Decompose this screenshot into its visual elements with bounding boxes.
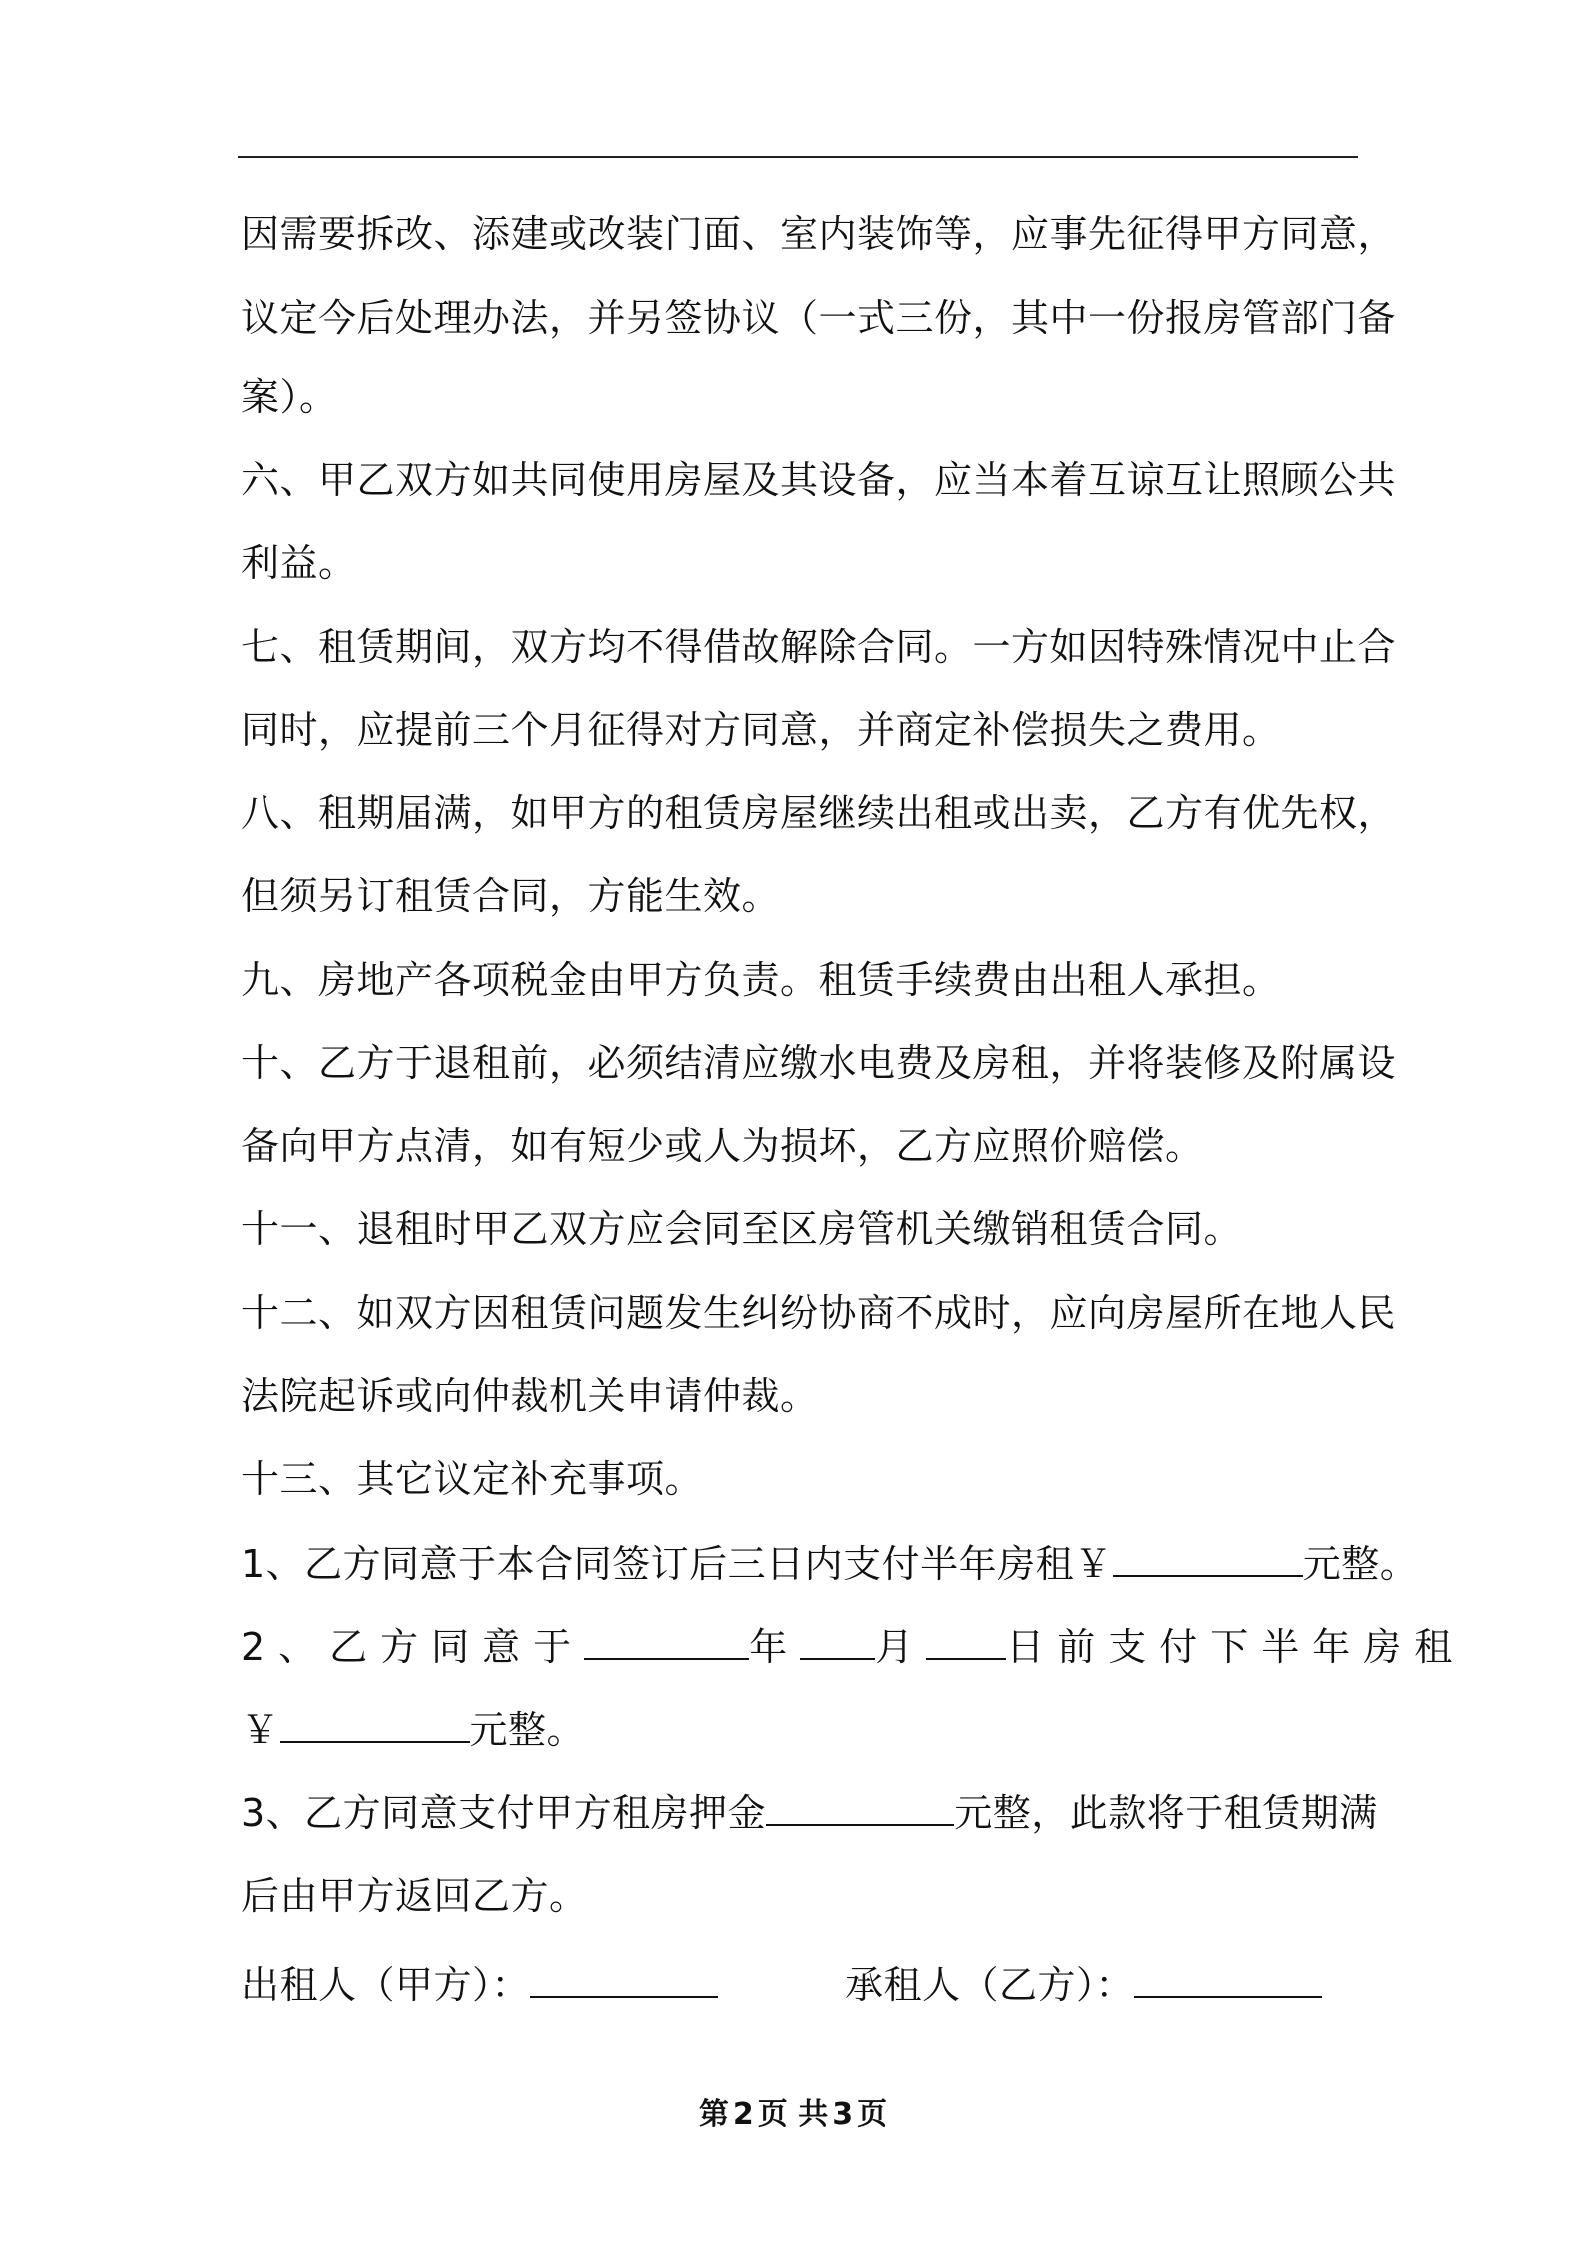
current-page: 2: [732, 2097, 754, 2132]
supplement-item-1: [241, 1541, 1418, 1586]
text-line: 但须另订租赁合同，方能生效。: [241, 874, 781, 918]
text-line: 利益。: [241, 541, 357, 585]
day-label: 日前支付下半年房租: [1006, 1625, 1466, 1669]
page-number: [0, 2095, 1586, 2135]
lessee-label: 承租人（乙方）：: [845, 1963, 1135, 2007]
clause-10: 十、乙方于退租前，必须结清应缴水电费及房租，并将装修及附属设: [241, 1041, 1397, 1085]
day-blank[interactable]: [926, 1624, 1006, 1660]
month-label: 月: [875, 1625, 927, 1669]
second-rent-blank[interactable]: [280, 1707, 470, 1743]
month-blank[interactable]: [800, 1624, 875, 1660]
text-line: 议定今后处理办法，并另签协议（一式三份，其中一份报房管部门备: [241, 296, 1397, 340]
footer-prefix: 第: [698, 2097, 729, 2132]
lessee-signature: [845, 1962, 1322, 2007]
deposit-blank[interactable]: [766, 1790, 954, 1826]
rent-amount-blank[interactable]: [1113, 1541, 1303, 1577]
lessor-signature: [241, 1962, 718, 2007]
item-1-suffix: 元整。: [1302, 1542, 1419, 1586]
total-pages: 3: [832, 2097, 854, 2132]
footer-suffix: 页: [857, 2097, 888, 2132]
text-line: 后由甲方返回乙方。: [241, 1874, 588, 1918]
clause-6: 六、甲乙双方如共同使用房屋及其设备，应当本着互谅互让照顾公共: [241, 458, 1397, 502]
lessor-signature-blank[interactable]: [530, 1962, 718, 1998]
lessee-signature-blank[interactable]: [1134, 1962, 1322, 1998]
text-line: 备向甲方点清，如有短少或人为损坏，乙方应照价赔偿。: [241, 1124, 1204, 1168]
item-2-suffix: 元整。: [469, 1708, 586, 1752]
yen-sign: ￥: [241, 1708, 280, 1752]
item-3-text: 3、乙方同意支付甲方租房押金: [241, 1791, 767, 1835]
clause-7: 七、租赁期间，双方均不得借故解除合同。一方如因特殊情况中止合: [241, 625, 1397, 669]
clause-11: 十一、退租时甲乙双方应会同至区房管机关缴销租赁合同。: [241, 1207, 1243, 1251]
clause-12: 十二、如双方因租赁问题发生纠纷协商不成时，应向房屋所在地人民: [241, 1291, 1397, 1335]
clause-9: 九、房地产各项税金由甲方负责。租赁手续费由出租人承担。: [241, 958, 1281, 1002]
year-label: 年: [749, 1625, 801, 1669]
text-line: 因需要拆改、添建或改装门面、室内装饰等，应事先征得甲方同意，: [241, 212, 1397, 256]
footer-middle: 页 共: [757, 2097, 829, 2132]
item-1-text: 1、乙方同意于本合同签订后三日内支付半年房租￥: [241, 1542, 1113, 1586]
supplement-item-2: [241, 1624, 1465, 1669]
clause-13: 十三、其它议定补充事项。: [241, 1457, 704, 1501]
item-2-text: 2、乙方同意于: [241, 1625, 585, 1669]
header-rule: [238, 156, 1358, 158]
text-line: 法院起诉或向仲裁机关申请仲裁。: [241, 1374, 819, 1418]
clause-8: 八、租期届满，如甲方的租赁房屋继续出租或出卖，乙方有优先权，: [241, 791, 1397, 835]
supplement-item-2-cont: [241, 1707, 585, 1752]
text-line: 同时，应提前三个月征得对方同意，并商定补偿损失之费用。: [241, 708, 1281, 752]
item-3-suffix: 元整，此款将于租赁期满: [954, 1791, 1378, 1835]
supplement-item-3: [241, 1790, 1378, 1835]
text-line: 案）。: [241, 375, 338, 419]
lessor-label: 出租人（甲方）：: [241, 1963, 531, 2007]
year-blank[interactable]: [584, 1624, 749, 1660]
